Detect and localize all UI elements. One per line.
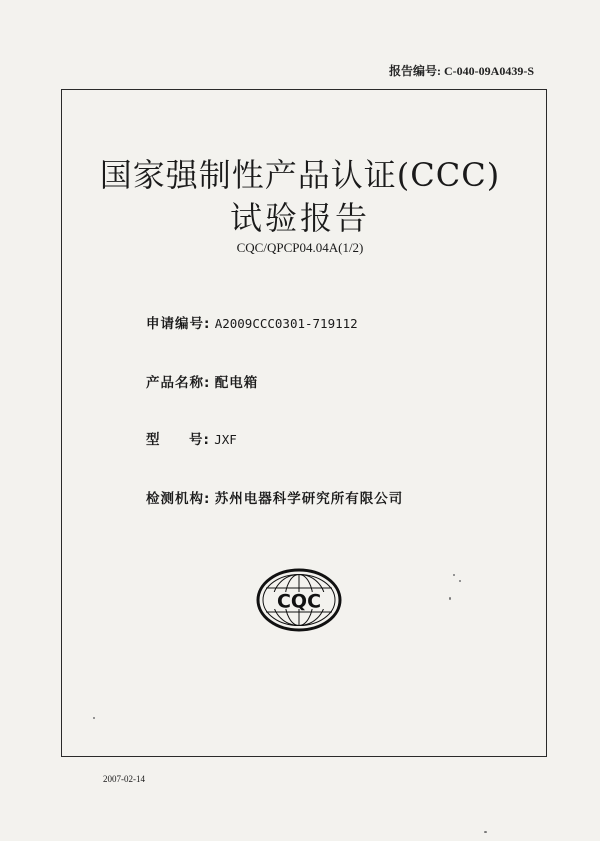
field-product-name bbox=[146, 371, 258, 391]
document-date: 2007-02-14 bbox=[103, 774, 145, 784]
report-number: 报告编号: C-040-09A0439-S bbox=[389, 64, 534, 78]
scan-speck bbox=[459, 580, 461, 582]
field-value: 苏州电器科学研究所有限公司 bbox=[214, 491, 404, 507]
document-title: 国家强制性产品认证(CCC) bbox=[99, 156, 501, 194]
field-label: 检测机构: bbox=[146, 491, 211, 507]
scan-speck bbox=[453, 574, 455, 576]
field-label: 型 号: bbox=[146, 432, 210, 448]
document-subtitle: 试验报告 bbox=[229, 199, 370, 237]
field-value: 配电箱 bbox=[214, 375, 259, 391]
cqc-logo-icon bbox=[256, 568, 342, 632]
scan-speck bbox=[484, 831, 487, 833]
field-label: 产品名称: bbox=[146, 375, 211, 391]
field-application-number bbox=[146, 312, 358, 332]
field-value: A2009CCC0301-719112 bbox=[214, 316, 358, 331]
field-label: 申请编号: bbox=[146, 316, 211, 332]
scan-speck bbox=[449, 597, 451, 600]
field-testing-institution bbox=[146, 487, 403, 507]
field-value: JXF bbox=[214, 432, 237, 447]
document-code: CQC/QPCP04.04A(1/2) bbox=[236, 240, 364, 255]
svg-text:CQC: CQC bbox=[276, 590, 322, 613]
scan-speck bbox=[93, 717, 95, 719]
field-model bbox=[146, 428, 237, 448]
